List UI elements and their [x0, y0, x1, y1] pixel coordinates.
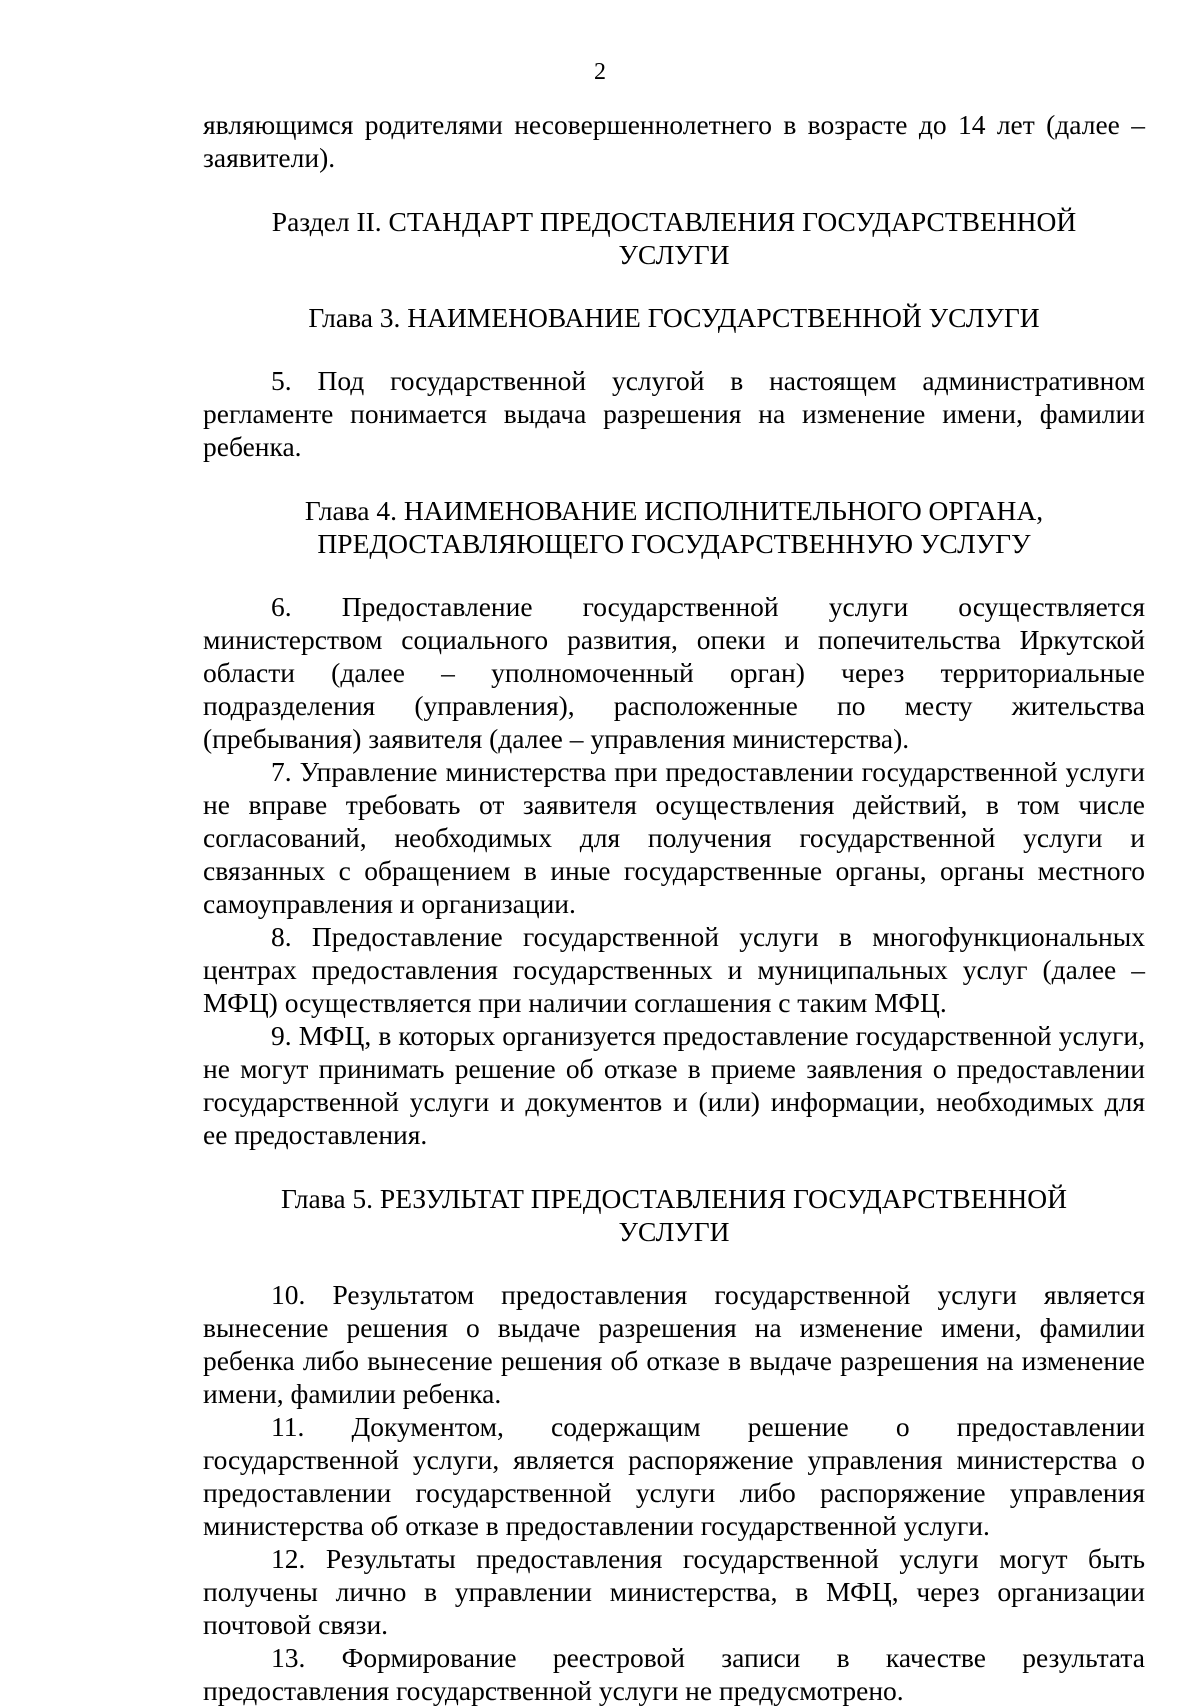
paragraph-5: 5. Под государственной услугой в настоящем административном регламенте понимается выдача разрешения на изменение имени, фамилии ребенка. — [203, 365, 1145, 462]
section-heading-line1: Раздел II. СТАНДАРТ ПРЕДОСТАВЛЕНИЯ ГОСУДАРСТВЕННОЙ — [271, 206, 1077, 237]
page-number: 2 — [594, 59, 606, 85]
intro-paragraph: являющимся родителями несовершеннолетнего в возрасте до 14 лет (далее – заявители). — [203, 109, 1145, 173]
paragraph-7: 7. Управление министерства при предоставлении государственной услуги не вправе требовать от заявителя осуществления действий, в том числе согласований, необходимых для получения государственной услуги и связанных с обращением в иные государственные органы, органы местного самоуправления и организации. — [203, 756, 1145, 919]
paragraph-8: 8. Предоставление государственной услуги в многофункциональных центрах предоставления государственных и муниципальных услуг (далее – МФЦ) осуществляется при наличии соглашения с таким МФЦ. — [203, 921, 1145, 1018]
chapter5-heading-line1: Глава 5. РЕЗУЛЬТАТ ПРЕДОСТАВЛЕНИЯ ГОСУДАРСТВЕННОЙ — [280, 1183, 1068, 1214]
chapter4-heading — [203, 494, 1145, 560]
paragraph-13: 13. Формирование реестровой записи в качестве результата предоставления государственной услуги не предусмотрено. — [203, 1642, 1145, 1706]
paragraph-9: 9. МФЦ, в которых организуется предоставление государственной услуги, не могут принимать решение об отказе в приеме заявления о предоставлении государственной услуги и документов и (или) информации, необходимых для ее предоставления. — [203, 1020, 1145, 1150]
chapter3-heading: Глава 3. НАИМЕНОВАНИЕ ГОСУДАРСТВЕННОЙ УСЛУГИ — [308, 302, 1040, 333]
chapter3-body — [203, 364, 1145, 463]
chapter5-heading-line2: УСЛУГИ — [618, 1216, 730, 1247]
section-heading — [203, 205, 1145, 271]
chapter4-heading-line2: ПРЕДОСТАВЛЯЮЩЕГО ГОСУДАРСТВЕННУЮ УСЛУГУ — [317, 528, 1031, 559]
paragraph-10: 10. Результатом предоставления государственной услуги является вынесение решения о выдаче разрешения на изменение имени, фамилии ребенка либо вынесение решения об отказе в выдаче разрешения на изменение имени, фамилии ребенка. — [203, 1279, 1145, 1409]
paragraph-11: 11. Документом, содержащим решение о предоставлении государственной услуги, является распоряжение управления министерства о предоставлении государственной услуги либо распоряжение управления министерства об отказе в предоставлении государственной услуги. — [203, 1411, 1145, 1541]
chapter5-body — [203, 1278, 1145, 1707]
chapter4-body — [203, 590, 1145, 1151]
paragraph-12: 12. Результаты предоставления государственной услуги могут быть получены лично в управлении министерства, в МФЦ, через организации почтовой связи. — [203, 1543, 1145, 1640]
chapter5-heading — [203, 1182, 1145, 1248]
chapter4-heading-line1: Глава 4. НАИМЕНОВАНИЕ ИСПОЛНИТЕЛЬНОГО ОРГАНА, — [304, 495, 1044, 526]
section-heading-line2: УСЛУГИ — [618, 239, 730, 270]
document-body — [203, 108, 1145, 1707]
paragraph-6: 6. Предоставление государственной услуги осуществляется министерством социального развития, опеки и попечительства Иркутской области (далее – уполномоченный орган) через территориальные подразделения (управления), расположенные по месту жительства (пребывания) заявителя (далее – управления министерства). — [203, 591, 1145, 754]
